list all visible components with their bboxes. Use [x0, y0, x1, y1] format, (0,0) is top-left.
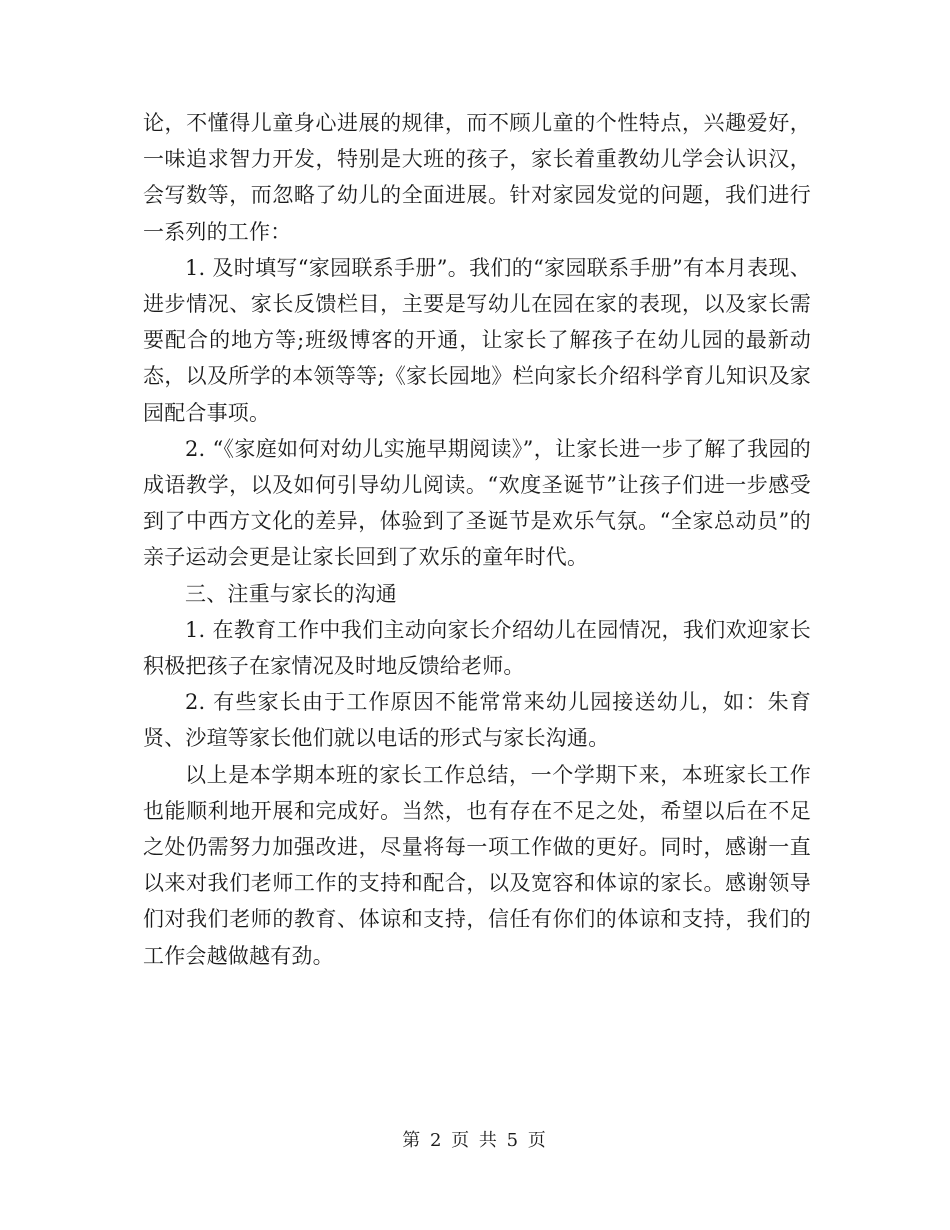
- page-number-footer: 第 2 页 共 5 页: [402, 1130, 548, 1151]
- paragraph-item-3: 1. 在教育工作中我们主动向家长介绍幼儿在园情况，我们欢迎家长积极把孩子在家情况及时地反馈给老师。: [143, 617, 811, 679]
- paragraph-item-1: 1. 及时填写“家园联系手册”。我们的“家园联系手册”有本月表现、进步情况、家长反馈栏目，主要是写幼儿在园在家的表现，以及家长需要配合的地方等;班级博客的开通，让家长了解孩子在幼儿园的最新动态，以及所学的本领等等;《家长园地》栏向家长介绍科学育儿知识及家园配合事项。: [143, 255, 811, 425]
- document-body: [143, 105, 811, 974]
- paragraph-item-4: 2. 有些家长由于工作原因不能常常来幼儿园接送幼儿，如：朱育贤、沙瑄等家长他们就以电话的形式与家长沟通。: [143, 690, 811, 751]
- section-heading: 三、注重与家长的沟通: [185, 581, 397, 606]
- paragraph-item-2: 2. “《家庭如何对幼儿实施早期阅读》”，让家长进一步了解了我园的成语教学，以及如何引导幼儿阅读。“欢度圣诞节”让孩子们进一步感受到了中西方文化的差异，体验到了圣诞节是欢乐气氛。“全家总动员”的亲子运动会更是让家长回到了欢乐的童年时代。: [143, 436, 811, 570]
- paragraph-continuation: 论，不懂得儿童身心进展的规律，而不顾儿童的个性特点，兴趣爱好，一味追求智力开发，特别是大班的孩子，家长着重教幼儿学会认识汉，会写数等，而忽略了幼儿的全面进展。针对家园发觉的问题，我们进行一系列的工作：: [143, 111, 811, 244]
- paragraph-summary: 以上是本学期本班的家长工作总结，一个学期下来，本班家长工作也能顺利地开展和完成好。当然，也有存在不足之处，希望以后在不足之处仍需努力加强改进，尽量将每一项工作做的更好。同时，感谢一直以来对我们老师工作的支持和配合，以及宽容和体谅的家长。感谢领导们对我们老师的教育、体谅和支持，信任有你们的体谅和支持，我们的工作会越做越有劲。: [143, 762, 811, 968]
